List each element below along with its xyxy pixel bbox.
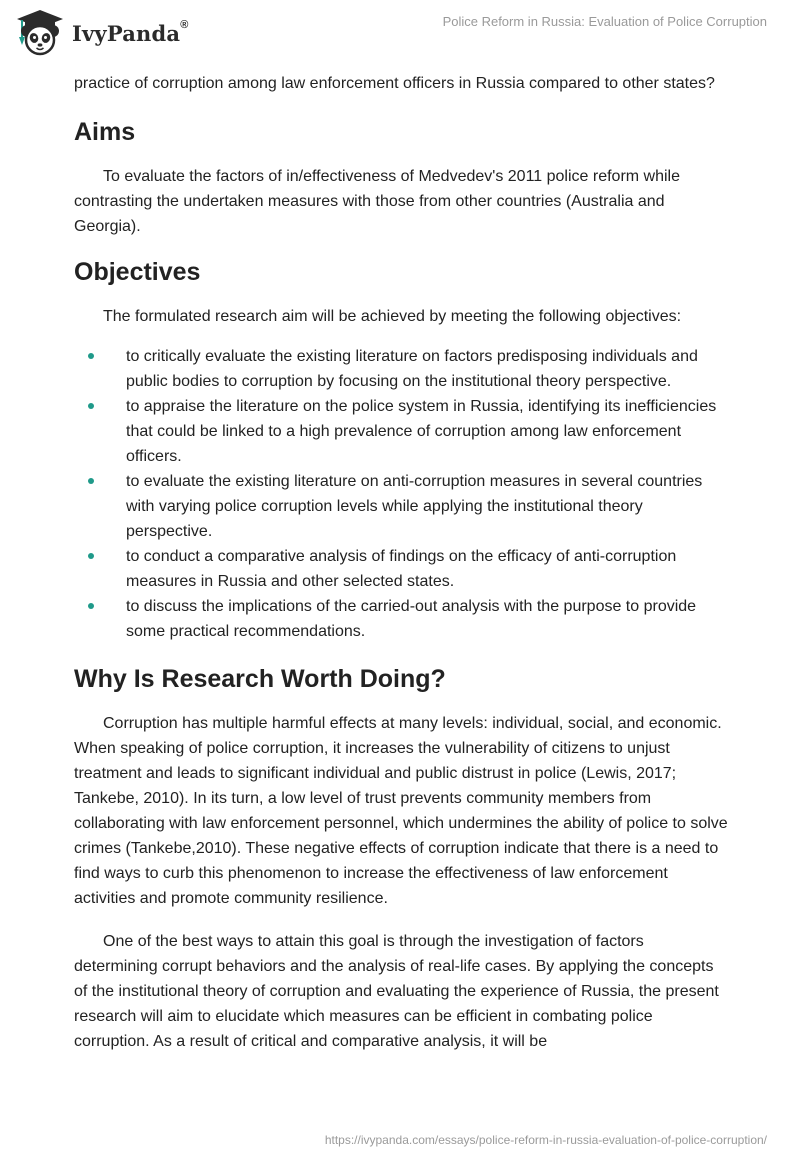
list-item xyxy=(74,344,730,394)
list-item xyxy=(74,544,730,594)
intro-continuation: practice of corruption among law enforcement officers in Russia compared to other states? xyxy=(74,75,715,92)
document-title: Police Reform in Russia: Evaluation of Police Corruption xyxy=(442,14,767,29)
panda-logo-icon xyxy=(14,9,66,57)
source-url[interactable]: https://ivypanda.com/essays/police-reform-in-russia-evaluation-of-police-corruption/ xyxy=(324,1133,767,1147)
brand-name: IvyPanda® xyxy=(72,18,189,46)
registered-mark: ® xyxy=(180,18,189,31)
why-heading: Why Is Research Worth Doing? xyxy=(74,665,446,693)
aims-heading: Aims xyxy=(74,118,136,146)
essay-body xyxy=(74,71,730,1072)
bullet-icon xyxy=(88,478,94,484)
objectives-heading: Objectives xyxy=(74,258,201,286)
list-item-text: to evaluate the existing literature on anti-corruption measures in several countries with varying police corruption levels while applying the institutional theory perspective. xyxy=(126,473,703,540)
bullet-icon xyxy=(88,553,94,559)
list-item-text: to conduct a comparative analysis of findings on the efficacy of anti-corruption measures in Russia and other selected states. xyxy=(126,548,677,590)
ivypanda-logo[interactable] xyxy=(14,9,189,57)
why-paragraph-2: One of the best ways to attain this goal is through the investigation of factors determining corrupt behaviors and the analysis of real-life cases. By applying the concepts of the institutional theory of corruption and evaluating the experience of Russia, the present research will aim to elucidate which measures can be efficient in combating police corruption. As a result of critical and comparative analysis, it will be xyxy=(74,933,719,1050)
bullet-icon xyxy=(88,403,94,409)
bullet-icon xyxy=(88,353,94,359)
list-item xyxy=(74,594,730,644)
objectives-intro: The formulated research aim will be achieved by meeting the following objectives: xyxy=(103,308,682,325)
page-header xyxy=(0,0,800,70)
list-item-text: to critically evaluate the existing literature on factors predisposing individuals and public bodies to corruption by focusing on the institutional theory perspective. xyxy=(126,348,698,390)
bullet-icon xyxy=(88,603,94,609)
list-item xyxy=(74,469,730,544)
list-item-text: to appraise the literature on the police system in Russia, identifying its inefficiencies that could be linked to a high prevalence of corruption among law enforcement officers. xyxy=(126,398,717,465)
objectives-list xyxy=(74,344,730,644)
aims-text: To evaluate the factors of in/effectiveness of Medvedev's 2011 police reform while contrasting the undertaken measures with those from other countries (Australia and Georgia). xyxy=(74,168,680,235)
why-paragraph-1: Corruption has multiple harmful effects at many levels: individual, social, and economic. When speaking of police corruption, it increases the vulnerability of citizens to unjust treatment and leads to significant individual and public distrust in police (Lewis, 2017; Tankebe, 2010). In its turn, a low level of trust prevents community members from collaborating with law enforcement personnel, which undermines the ability of police to solve crimes (Tankebe,2010). These negative effects of corruption indicate that there is a need to find ways to curb this phenomenon to increase the effectiveness of law enforcement activities and promote community resilience. xyxy=(74,715,728,907)
list-item xyxy=(74,394,730,469)
list-item-text: to discuss the implications of the carried-out analysis with the purpose to provide some practical recommendations. xyxy=(126,598,697,640)
